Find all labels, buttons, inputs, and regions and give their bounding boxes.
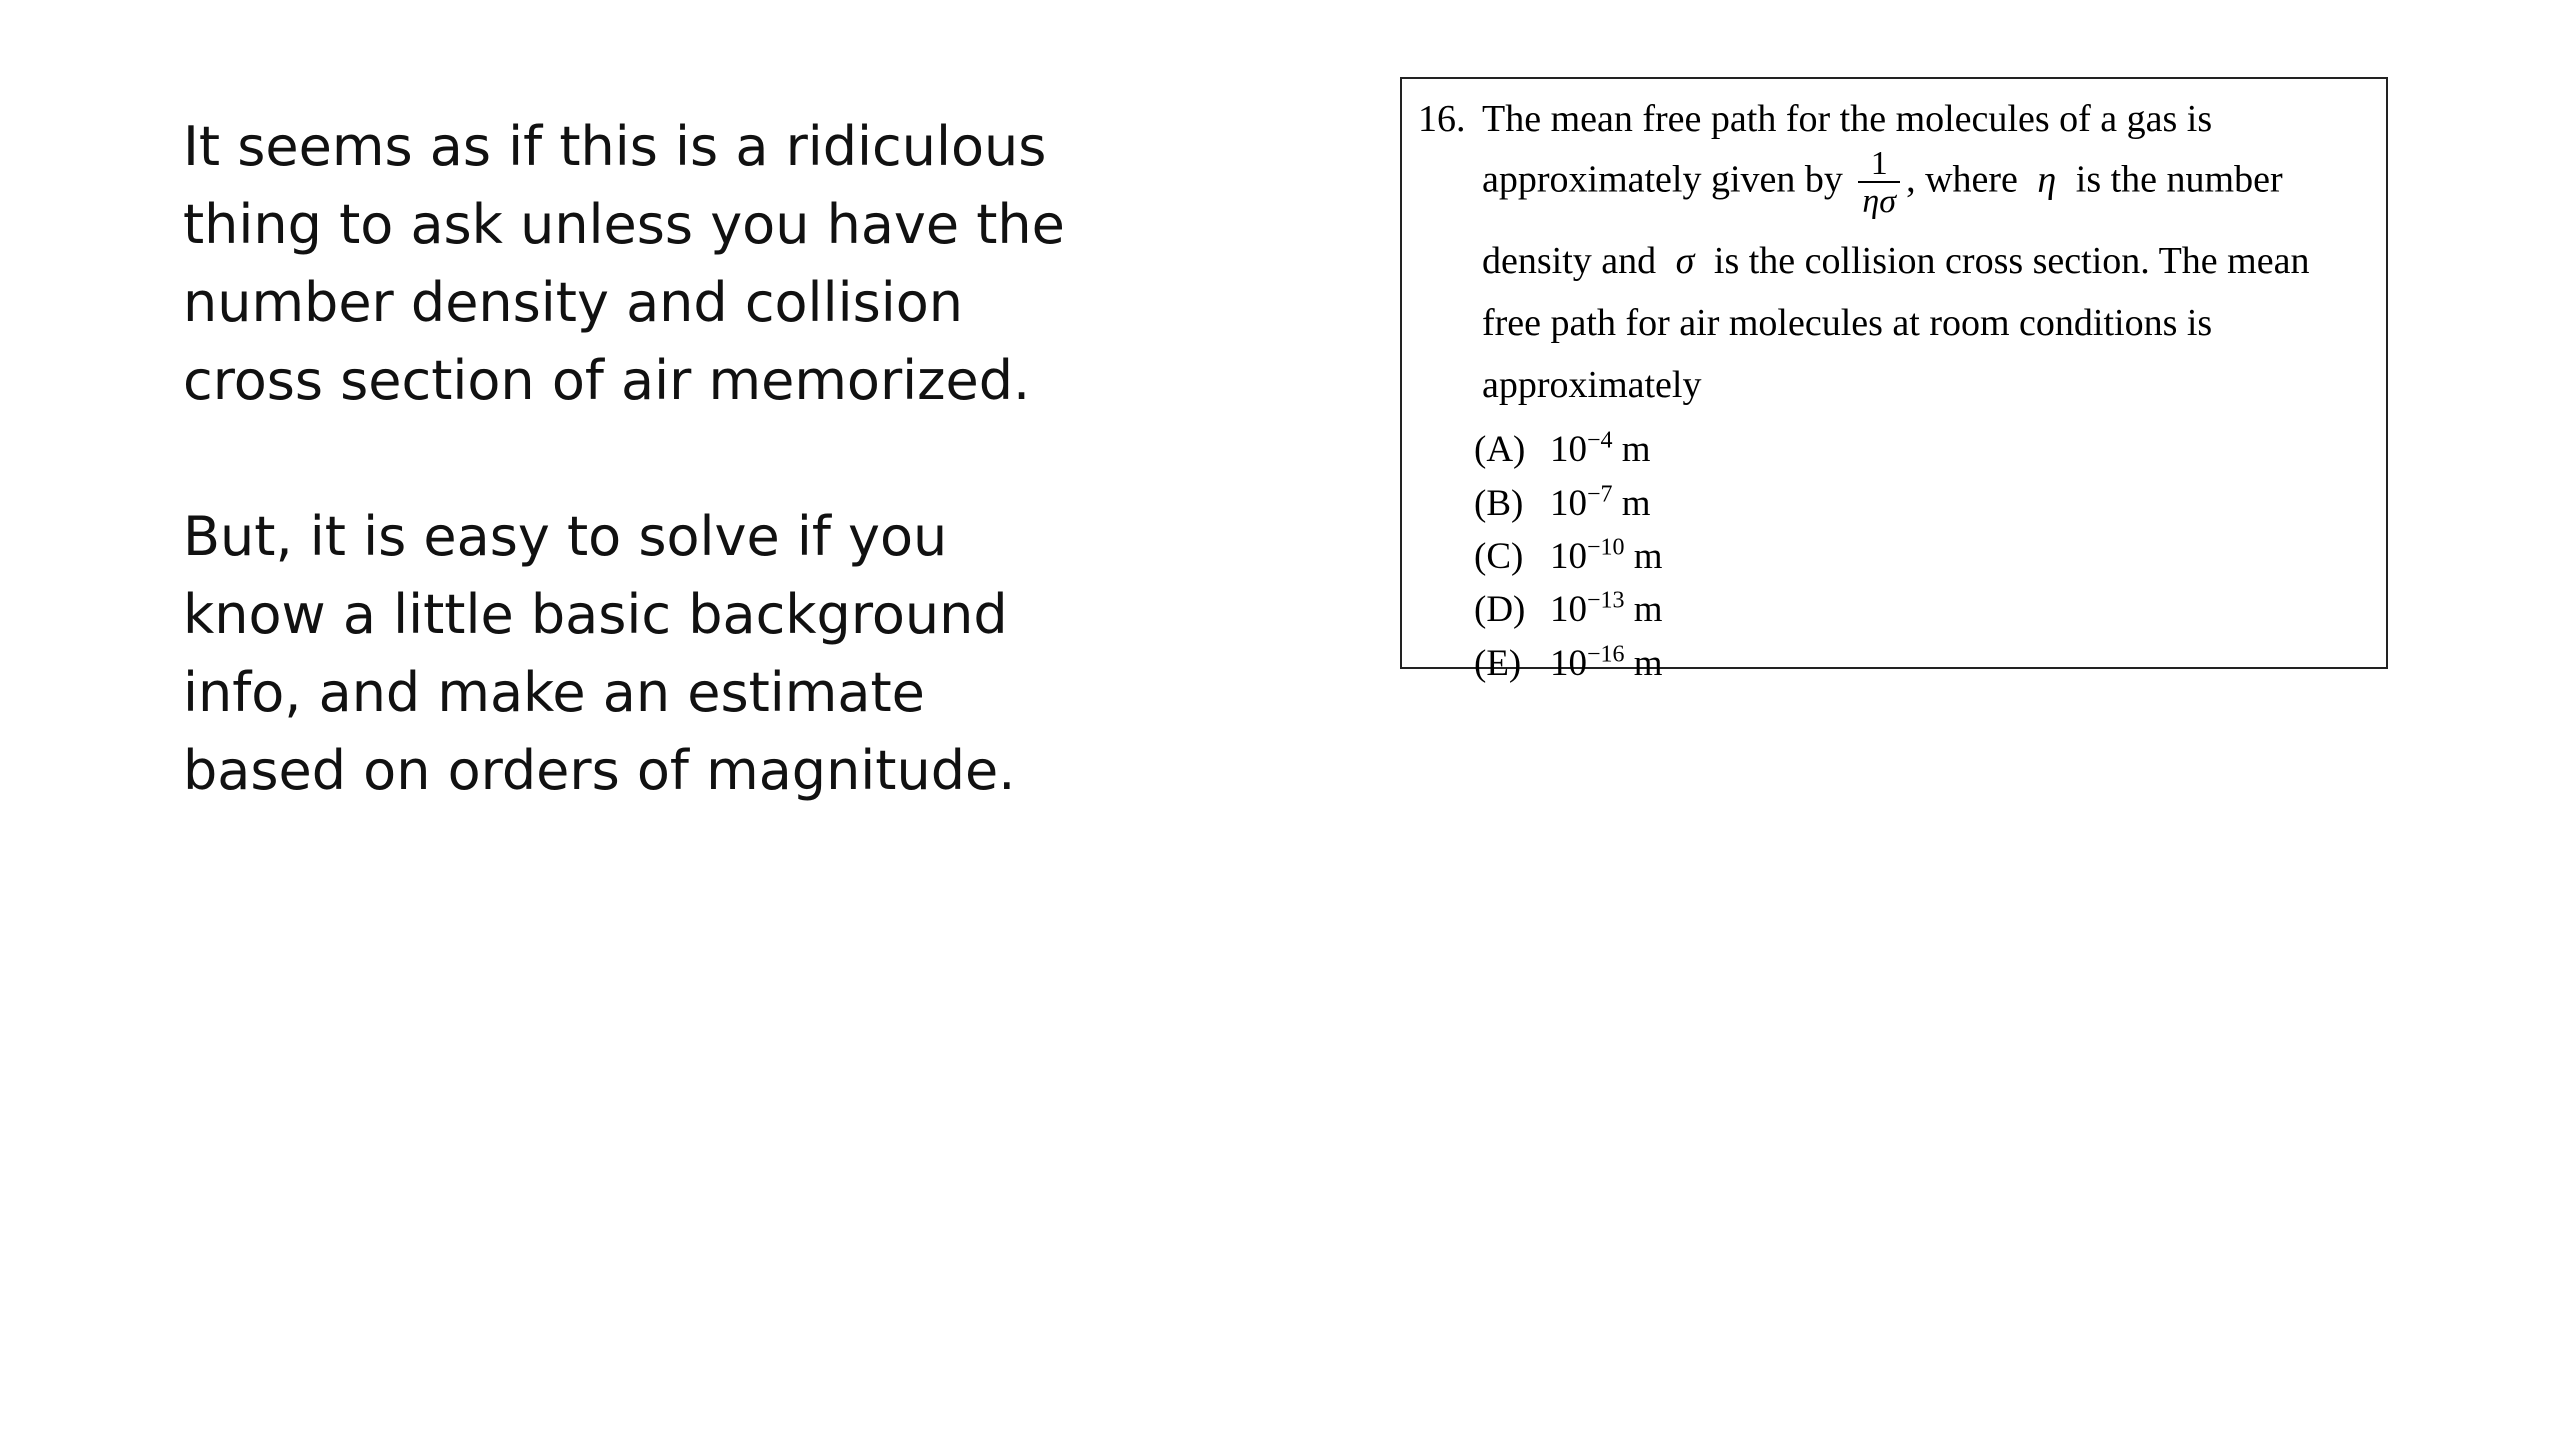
fraction-numerator: 1 [1858, 147, 1900, 183]
option-value [1550, 483, 1651, 524]
option-unit: m [1633, 642, 1663, 684]
explanation-text [183, 108, 1163, 810]
fraction-denominator: ησ [1862, 183, 1897, 220]
eta-symbol: η [2037, 158, 2057, 201]
option-letter: (B) [1474, 482, 1524, 524]
option-exponent: −4 [1587, 428, 1613, 454]
option-value [1550, 429, 1651, 470]
option-letter: (C) [1474, 535, 1524, 577]
question-line-5: approximately [1482, 364, 1702, 406]
option-letter: (D) [1474, 589, 1526, 631]
option-exponent: −16 [1587, 641, 1625, 668]
sigma-symbol: σ [1675, 240, 1695, 282]
paragraph-line: number density and collision [183, 271, 963, 334]
option-value [1550, 589, 1663, 630]
option-base: 10 [1550, 642, 1587, 684]
answer-option-e [1474, 632, 1663, 685]
question-text: approximately given by [1482, 158, 1843, 201]
option-unit: m [1633, 535, 1663, 577]
answer-option-b [1474, 472, 1663, 525]
question-text: is the number [2075, 158, 2283, 201]
question-number: 16. [1418, 98, 1466, 140]
paragraph-line: cross section of air memorized. [183, 349, 1031, 412]
answer-option-a [1474, 419, 1663, 472]
question-line-4: free path for air molecules at room conditions is [1482, 302, 2213, 344]
answer-options [1474, 419, 1663, 686]
option-unit: m [1621, 429, 1651, 471]
question-line-1: The mean free path for the molecules of a gas is [1482, 98, 2213, 140]
option-unit: m [1633, 589, 1663, 631]
option-exponent: −7 [1587, 481, 1613, 508]
option-unit: m [1621, 482, 1651, 524]
question-line-2 [1482, 147, 2283, 219]
question-text: density and [1482, 240, 1657, 282]
option-value [1550, 643, 1663, 684]
paragraph-line: know a little basic background [183, 583, 1008, 646]
question-text: , where [1906, 158, 2018, 201]
option-exponent: −10 [1587, 534, 1625, 561]
paragraph-line: based on orders of magnitude. [183, 739, 1016, 802]
question-line-3 [1482, 239, 2309, 283]
question-text: is the collision cross section. The mean [1713, 240, 2310, 282]
option-base: 10 [1550, 535, 1587, 577]
paragraph-1 [183, 108, 1163, 420]
option-base: 10 [1550, 482, 1587, 524]
paragraph-line: It seems as if this is a ridiculous [183, 115, 1047, 178]
option-exponent: −13 [1587, 587, 1625, 614]
formula-fraction [1858, 147, 1900, 219]
paragraph-2 [183, 498, 1163, 810]
option-value [1550, 536, 1663, 577]
option-letter: (E) [1474, 642, 1522, 684]
paragraph-line: But, it is easy to solve if you [183, 505, 948, 568]
paragraph-line: info, and make an estimate [183, 661, 925, 724]
answer-option-c [1474, 526, 1663, 579]
question-box [1400, 77, 2388, 684]
option-base: 10 [1550, 589, 1587, 631]
answer-option-d [1474, 579, 1663, 632]
paragraph-line: thing to ask unless you have the [183, 193, 1065, 256]
option-base: 10 [1550, 429, 1587, 471]
option-letter: (A) [1474, 429, 1526, 471]
